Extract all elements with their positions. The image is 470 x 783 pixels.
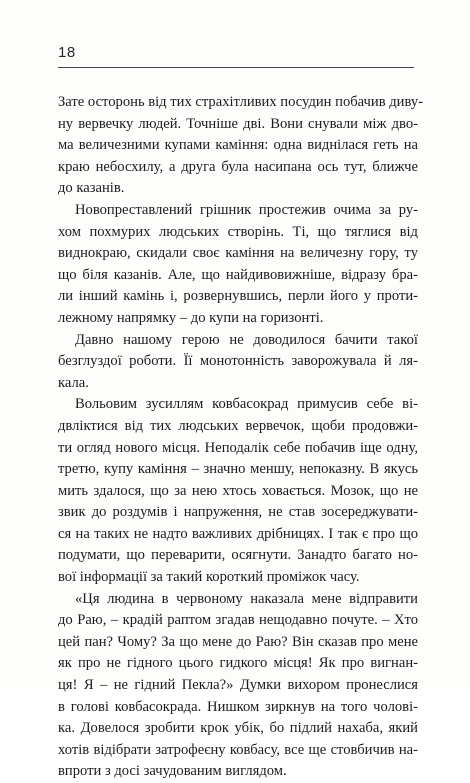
text-line: ли інший камінь і, розвернувшись, перли його у проти- — [58, 288, 418, 305]
text-line: ма величезними купами каміння: одна виднілася геть на — [58, 137, 418, 154]
text-line: звик до роздумів і напруження, не став зосереджувати- — [58, 504, 418, 521]
text-line: як про не гідного цього гидкого місця! Як про вигнан- — [58, 655, 418, 672]
text-line: що біля казанів. Але, що найдивовижніше, відразу бра- — [58, 266, 418, 283]
text-line: «Ця людина в червоному наказала мене відправити — [75, 590, 418, 607]
paragraph — [58, 330, 418, 395]
paragraph — [58, 394, 418, 588]
text-line: Новопреставлений грішник простежив очима за ру- — [75, 201, 418, 218]
text-line: двліктися від тих людських вервечок, щоби продовжи- — [58, 417, 418, 434]
text-line: ця! Я – не гідний Пекла?» Думки вихором пронеслися — [58, 677, 418, 694]
paragraph — [58, 200, 418, 330]
text-line: безглуздої роботи. Її монотонність заворожувала й ля- — [58, 353, 418, 370]
text-line: третю, купу каміння – значно меншу, непоказну. В якусь — [58, 461, 418, 478]
text-line: Вольовим зусиллям ковбасокрад примусив себе ві- — [75, 396, 418, 413]
header-rule — [58, 67, 414, 68]
text-line: вої інформації за такий короткий проміжок часу. — [58, 569, 360, 586]
text-line: в голові ковбасокрада. Нишком зиркнув на того чолові- — [58, 698, 418, 715]
text-line: Зате осторонь від тих страхітливих посудин побачив диву- — [58, 94, 424, 110]
text-line: подумати, що переварити, осягнути. Занадто багато но- — [58, 547, 418, 564]
text-line: цей пан? Чому? За що мене до Раю? Він сказав про мене — [58, 633, 418, 650]
text-line: лежному напрямку – до купи на горизонті. — [58, 309, 324, 326]
text-line: кала. — [58, 374, 89, 391]
paragraph — [58, 92, 424, 200]
paragraph — [58, 589, 418, 783]
text-line: впроти з досі зачудованим виглядом. — [58, 763, 287, 780]
page-number: 18 — [58, 44, 76, 61]
text-line: хотів відібрати затрофеєну ковбасу, все ще стовбичив на- — [58, 741, 418, 758]
text-line: Давно нашому герою не доводилося бачити такої — [75, 331, 418, 348]
text-line: виднокраю, скидали своє каміння на величезну гору, ту — [58, 245, 418, 262]
text-line: ну вервечку людей. Точніше дві. Вони снували між дво- — [58, 115, 418, 132]
text-line: ся на таких не надто важливих дрібницях. І так є про що — [58, 525, 418, 542]
text-line: до казанів. — [58, 180, 125, 197]
text-line: до Раю, – крадій раптом згадав нещодавно почуте. – Хто — [58, 612, 418, 629]
text-line: краю небосхилу, а друга була насипана ось тут, ближче — [58, 158, 418, 175]
text-line: ка. Довелося зробити крок убік, бо підлий нахаба, який — [58, 720, 418, 737]
text-line: мить здалося, що за нею хтось ховається. Мозок, що не — [58, 482, 418, 499]
text-line: ти огляд нового місця. Неподалік себе побачив іще одну, — [58, 439, 418, 456]
text-line: хом похмурих людських створінь. Ті, що тяглися від — [58, 223, 418, 240]
body-text — [58, 92, 424, 783]
